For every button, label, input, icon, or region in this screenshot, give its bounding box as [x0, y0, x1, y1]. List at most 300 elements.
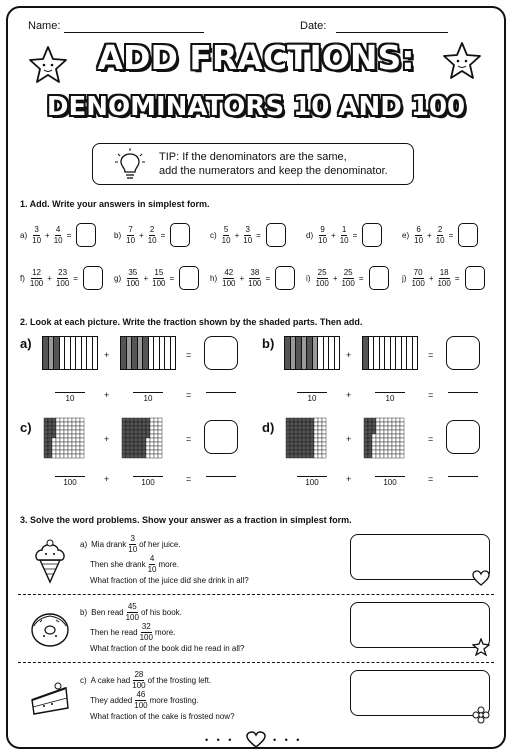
grid-cell [134, 422, 138, 426]
grid-cell [154, 430, 158, 434]
grid-cell [388, 430, 392, 434]
grid-cell [64, 426, 68, 430]
grid-cell [302, 434, 306, 438]
grid-cell [318, 450, 322, 454]
fraction [318, 225, 327, 246]
grid-cell [154, 434, 158, 438]
denominator: 100 [248, 278, 262, 288]
grid-cell [298, 442, 302, 446]
grid-cell [134, 442, 138, 446]
denominator: 100 [437, 278, 451, 288]
grid-cell [64, 450, 68, 454]
numerator: 23 [58, 267, 68, 277]
grid-cell [310, 426, 314, 430]
title-line-1: ADD FRACTIONS: [97, 38, 415, 77]
grid-cell [396, 442, 400, 446]
grid-cell [44, 438, 48, 442]
grid-cell [290, 446, 294, 450]
grid-cell [72, 446, 76, 450]
grid-cell [130, 446, 134, 450]
grid-cell [310, 442, 314, 446]
grid-cell [388, 422, 392, 426]
statement-text: Mia drank [91, 540, 127, 549]
grid-cell [298, 438, 302, 442]
equals-sign: = [428, 350, 434, 360]
answer-blank[interactable] [448, 392, 478, 394]
numerator: 42 [224, 267, 234, 277]
grid-cell [158, 438, 162, 442]
grid-cell [306, 422, 310, 426]
statement-text: They added [90, 696, 133, 705]
plus-sign: + [428, 273, 434, 283]
grid-cell [80, 446, 84, 450]
grid-cell [290, 426, 294, 430]
grid-cell [396, 438, 400, 442]
star-icon [472, 638, 490, 656]
grid-cell [388, 434, 392, 438]
fraction [437, 268, 450, 289]
word-problem-line-2 [90, 690, 199, 711]
grid-cell [376, 442, 380, 446]
answer-box[interactable] [350, 602, 490, 648]
fraction [315, 268, 328, 289]
problem-f [20, 263, 103, 293]
answer-box[interactable] [76, 223, 96, 247]
fraction [54, 225, 63, 246]
grid-cell [60, 450, 64, 454]
grid-cell [44, 422, 48, 426]
grid-cell [158, 430, 162, 434]
grid-cell [388, 438, 392, 442]
grid-cell [126, 426, 130, 430]
grid-cell [290, 430, 294, 434]
grid-cell [364, 422, 368, 426]
grid-cell [64, 446, 68, 450]
numerator: 5 [223, 224, 229, 234]
grid-cell [48, 430, 52, 434]
grid-cell [142, 418, 146, 422]
grid-cell [138, 442, 142, 446]
grid-cell [130, 438, 134, 442]
grid-cell [302, 430, 306, 434]
grid-cell [286, 438, 290, 442]
grid-cell [380, 426, 384, 430]
grid-cell [368, 418, 372, 422]
grid-cell [392, 430, 396, 434]
grid-cell [130, 450, 134, 454]
statement-text: of his book. [140, 608, 182, 617]
grid-cell [400, 446, 404, 450]
grid-cell [122, 430, 126, 434]
word-problem-line-1 [80, 602, 182, 623]
grid-cell [290, 442, 294, 446]
grid-cell [306, 442, 310, 446]
answer-box[interactable] [170, 223, 190, 247]
problem-j [402, 263, 485, 293]
grid-cell [400, 438, 404, 442]
grid-cell [294, 454, 298, 458]
grid-cell [150, 422, 154, 426]
problem-label: h) [210, 273, 218, 283]
equals-sign: = [73, 273, 78, 283]
grid-cell [44, 450, 48, 454]
grid-cell [52, 438, 56, 442]
grid-cell [396, 430, 400, 434]
equals-sign: = [448, 230, 454, 240]
equals-sign: = [186, 350, 192, 360]
denominator-blank[interactable]: 10 [55, 392, 85, 403]
grid-cell [68, 450, 72, 454]
grid-cell [400, 430, 404, 434]
grid-cell [380, 418, 384, 422]
grid-cell [310, 454, 314, 458]
grid-cell [376, 418, 380, 422]
grid-cell [376, 430, 380, 434]
grid-cell [302, 442, 306, 446]
denominator: 100 [341, 278, 355, 288]
plus-sign: + [47, 273, 52, 283]
grid-cell [80, 430, 84, 434]
answer-box[interactable] [350, 670, 490, 716]
grid-cell [150, 454, 154, 458]
grid-cell [134, 426, 138, 430]
strip-part [93, 337, 98, 369]
answer-box[interactable] [266, 223, 286, 247]
plus-sign: + [104, 390, 110, 400]
grid-cell [314, 442, 318, 446]
equals-sign: = [66, 230, 72, 240]
grid-cell [52, 418, 56, 422]
numerator: 25 [317, 267, 327, 277]
plus-sign: + [332, 273, 338, 283]
answer-box[interactable] [350, 534, 490, 580]
plus-sign: + [346, 434, 352, 444]
grid-cell [396, 454, 400, 458]
fraction [32, 225, 41, 246]
grid-cell [388, 426, 392, 430]
fraction [126, 602, 139, 623]
grid-cell [372, 446, 376, 450]
grid-cell [150, 418, 154, 422]
grid-cell [302, 422, 306, 426]
grid-cell [76, 426, 80, 430]
picture-label: b) [262, 336, 275, 351]
plus-sign: + [104, 474, 110, 484]
grid-cell [126, 446, 130, 450]
numerator: 28 [134, 670, 144, 679]
grid-cell [80, 434, 84, 438]
grid-cell [146, 422, 150, 426]
grid-cell [138, 430, 142, 434]
fraction [134, 690, 147, 711]
problem-i [306, 263, 389, 293]
answer-box[interactable] [362, 223, 382, 247]
equals-sign: = [428, 434, 434, 444]
grid-cell [306, 454, 310, 458]
word-problem-line-1 [80, 534, 181, 555]
grid-cell [294, 438, 298, 442]
grid-cell [302, 454, 306, 458]
problem-label: d) [306, 230, 314, 240]
grid-cell [310, 438, 314, 442]
problem-label: c) [210, 230, 217, 240]
grid-cell [388, 418, 392, 422]
plus-sign: + [331, 230, 336, 240]
answer-blank[interactable] [448, 476, 478, 478]
answer-box[interactable] [465, 266, 485, 290]
fraction [128, 534, 137, 555]
grid-cell [396, 418, 400, 422]
answer-box[interactable] [179, 266, 199, 290]
statement-text: Then she drank [90, 560, 146, 569]
grid-cell [56, 434, 60, 438]
denominator-blank[interactable]: 100 [375, 476, 405, 487]
grid-cell [384, 434, 388, 438]
numerator: 3 [130, 534, 135, 543]
grid-cell [310, 450, 314, 454]
numerator: 45 [127, 602, 137, 611]
grid-cell [138, 438, 142, 442]
grid-cell [158, 418, 162, 422]
grid-cell [44, 442, 48, 446]
answer-box[interactable] [446, 420, 480, 454]
grid-cell [368, 434, 372, 438]
problem-label: b) [114, 230, 122, 240]
plus-sign: + [346, 390, 352, 400]
grid-cell [384, 454, 388, 458]
grid-cell [154, 422, 158, 426]
grid-cell [56, 426, 60, 430]
grid-cell [298, 418, 302, 422]
grid-cell [138, 446, 142, 450]
grid-cell [306, 418, 310, 422]
grid-cell [60, 442, 64, 446]
ice-cream-icon [28, 538, 72, 586]
grid-cell [384, 450, 388, 454]
grid-cell [302, 418, 306, 422]
denominator-blank[interactable]: 10 [297, 392, 327, 403]
grid-cell [72, 418, 76, 422]
numerator: 25 [343, 267, 353, 277]
denominator: 100 [222, 278, 236, 288]
grid-cell [150, 442, 154, 446]
grid-cell [306, 434, 310, 438]
grid-cell [376, 446, 380, 450]
plus-sign: + [104, 434, 110, 444]
grid-cell [298, 446, 302, 450]
fraction [126, 225, 135, 246]
grid-cell [392, 450, 396, 454]
denominator: 100 [125, 613, 139, 622]
grid-cell [44, 426, 48, 430]
question-text: What fraction of the cake is frosted now? [90, 712, 235, 721]
footer-dots-right: • • • [273, 735, 303, 745]
grid-cell [306, 450, 310, 454]
fraction [411, 268, 424, 289]
answer-box[interactable] [204, 420, 238, 454]
grid-cell [396, 446, 400, 450]
answer-blank[interactable] [206, 392, 236, 394]
denominator-blank[interactable]: 10 [133, 392, 163, 403]
fraction [248, 268, 261, 289]
grid-cell [290, 422, 294, 426]
cake-icon [28, 674, 72, 722]
grid-cell [72, 438, 76, 442]
grid-cell [372, 434, 376, 438]
answer-box[interactable] [458, 223, 478, 247]
denominator: 10 [414, 235, 424, 245]
grid-cell [286, 442, 290, 446]
grid-cell [376, 438, 380, 442]
equals-sign: = [169, 273, 175, 283]
grid-cell [372, 426, 376, 430]
grid-cell [298, 422, 302, 426]
grid-cell [48, 426, 52, 430]
grid-cell [76, 418, 80, 422]
grid-cell [154, 446, 158, 450]
grid-cell [368, 442, 372, 446]
denominator: 100 [152, 278, 166, 288]
grid-cell [322, 438, 326, 442]
problem-a [20, 220, 96, 250]
grid-cell [158, 446, 162, 450]
grid-cell [130, 430, 134, 434]
grid-cell [368, 430, 372, 434]
word-problem-line-2 [90, 554, 179, 575]
grid-cell [142, 450, 146, 454]
section-1-heading: 1. Add. Write your answers in simplest form. [20, 199, 210, 209]
statement-text: more. [154, 628, 176, 637]
grid-cell [122, 450, 126, 454]
problem-label: i) [306, 273, 311, 283]
statement-text: more. [158, 560, 179, 569]
grid-cell [142, 434, 146, 438]
grid-cell [310, 434, 314, 438]
grid-cell [310, 430, 314, 434]
grid-cell [368, 450, 372, 454]
equals-sign: = [186, 434, 192, 444]
problem-d [306, 220, 382, 250]
grid-cell [372, 450, 376, 454]
grid-cell [376, 422, 380, 426]
grid-cell [56, 438, 60, 442]
grid-cell [76, 442, 80, 446]
grid-cell [146, 454, 150, 458]
grid-cell [396, 434, 400, 438]
grid-cell [314, 438, 318, 442]
grid-cell [72, 434, 76, 438]
grid-cell [318, 438, 322, 442]
grid-cell [80, 426, 84, 430]
grid-cell [368, 454, 372, 458]
statement-text: more frosting. [149, 696, 199, 705]
grid-cell [80, 450, 84, 454]
numerator: 3 [245, 224, 250, 234]
grid-cell [318, 442, 322, 446]
grid-cell [122, 446, 126, 450]
grid-cell [146, 430, 150, 434]
footer-dots-left: • • • [205, 735, 235, 745]
grid-cell [60, 446, 64, 450]
name-line[interactable] [64, 32, 204, 33]
grid-cell [154, 450, 158, 454]
fraction [436, 225, 445, 246]
grid-cell [134, 430, 138, 434]
problem-label: j) [402, 273, 407, 283]
grid-cell [368, 422, 372, 426]
grid-cell [322, 422, 326, 426]
grid-cell [154, 454, 158, 458]
grid-cell [290, 450, 294, 454]
plus-sign: + [234, 230, 240, 240]
denominator-blank[interactable]: 100 [297, 476, 327, 487]
grid-cell [130, 422, 134, 426]
answer-box[interactable] [83, 266, 103, 290]
grid-cell [122, 438, 126, 442]
denominator-blank[interactable]: 10 [375, 392, 405, 403]
answer-box[interactable] [369, 266, 389, 290]
grid-cell [142, 430, 146, 434]
grid-cell [302, 446, 306, 450]
plus-sign: + [346, 474, 352, 484]
answer-box[interactable] [275, 266, 295, 290]
problem-g [114, 263, 199, 293]
grid-cell [52, 446, 56, 450]
grid-cell [142, 446, 146, 450]
grid-cell [314, 422, 318, 426]
denominator: 100 [411, 278, 425, 288]
grid-cell [122, 418, 126, 422]
grid-cell [384, 442, 388, 446]
denominator-blank[interactable]: 100 [133, 476, 163, 487]
answer-blank[interactable] [206, 476, 236, 478]
answer-box[interactable] [204, 336, 238, 370]
fraction [222, 268, 235, 289]
answer-box[interactable] [446, 336, 480, 370]
grid-cell [72, 442, 76, 446]
heart-icon [246, 731, 266, 749]
grid-cell [318, 446, 322, 450]
grid-cell [52, 422, 56, 426]
denominator-blank[interactable]: 100 [55, 476, 85, 487]
denominator: 10 [435, 235, 445, 245]
grid-cell [150, 450, 154, 454]
grid-cell [314, 418, 318, 422]
grid-cell [134, 418, 138, 422]
grid-cell [76, 438, 80, 442]
plus-sign: + [427, 230, 432, 240]
problem-label: f) [20, 273, 25, 283]
date-line[interactable] [336, 32, 448, 33]
plus-sign: + [143, 273, 149, 283]
grid-cell [138, 434, 142, 438]
problem-h [210, 263, 295, 293]
grid-cell [60, 430, 64, 434]
grid-cell [48, 422, 52, 426]
grid-cell [372, 442, 376, 446]
grid-cell [306, 438, 310, 442]
fraction-strip [42, 336, 98, 370]
grid-cell [142, 422, 146, 426]
fraction [148, 554, 157, 575]
grid-cell [298, 426, 302, 430]
grid-cell [80, 422, 84, 426]
grid-cell [138, 426, 142, 430]
fraction [126, 268, 139, 289]
grid-cell [130, 426, 134, 430]
problem-c [210, 220, 286, 250]
numerator: 32 [141, 622, 151, 631]
